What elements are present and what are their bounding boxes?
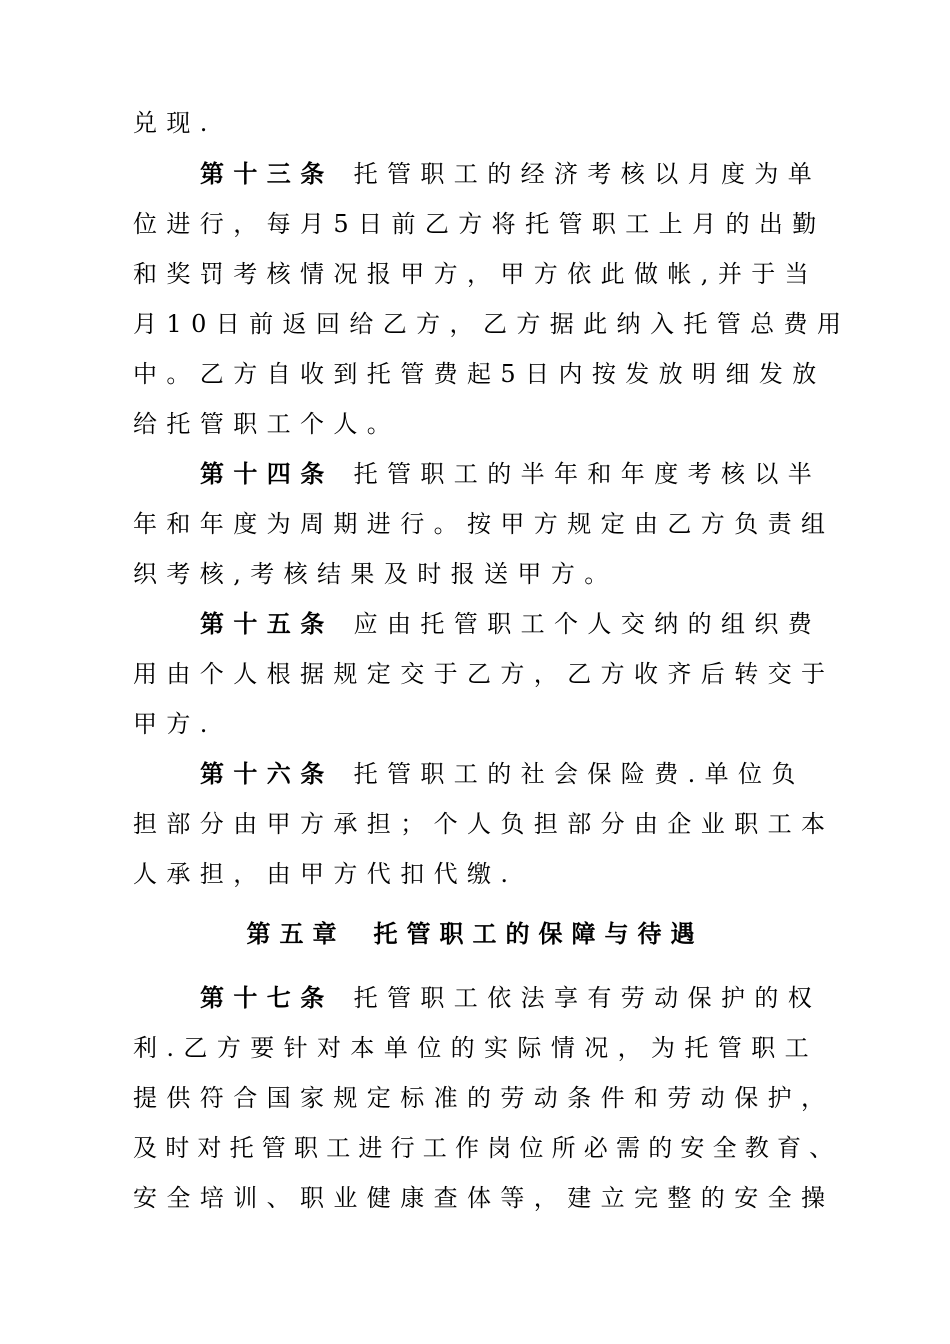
line-text: 托管职工的经济考核以月度为单 — [353, 160, 822, 188]
article-title: 第十五条 — [200, 609, 334, 638]
line-text: 给托管职工个人。 — [133, 410, 401, 438]
article-title: 第十七条 — [200, 983, 334, 1012]
line-text: 位进行，每月5日前乙方将托管职工上月的出勤 — [133, 210, 826, 238]
line-text: 年和年度为周期进行。按甲方规定由乙方负责组 — [133, 510, 835, 538]
article-14-heading-line — [200, 454, 833, 494]
article-16-heading-line — [200, 754, 833, 794]
paragraph-line — [133, 804, 833, 844]
line-text: 月10日前返回给乙方，乙方据此纳入托管总费用 — [133, 310, 851, 338]
paragraph-line — [133, 404, 833, 444]
line-text: 托管职工的社会保险费.单位负 — [353, 760, 805, 788]
line-text: 用由个人根据规定交于乙方，乙方收齐后转交于 — [133, 660, 835, 688]
line-text: 安全培训、职业健康查体等，建立完整的安全操 — [133, 1184, 835, 1212]
line-text: 人承担，由甲方代扣代缴. — [133, 860, 518, 888]
line-text: 托管职工的半年和年度考核以半 — [353, 460, 822, 488]
line-text: 兑现. — [133, 109, 217, 137]
line-text: 托管职工依法享有劳动保护的权 — [353, 984, 822, 1012]
line-text: 提供符合国家规定标准的劳动条件和劳动保护， — [133, 1084, 835, 1112]
article-title: 第十六条 — [200, 759, 334, 788]
paragraph-line — [133, 1028, 833, 1068]
line-text: 织考核,考核结果及时报送甲方。 — [133, 560, 618, 588]
paragraph-line — [133, 554, 833, 594]
paragraph-line — [133, 204, 833, 244]
paragraph-line — [133, 254, 833, 294]
article-title: 第十三条 — [200, 159, 334, 188]
paragraph-line — [133, 504, 833, 544]
line-text: 及时对托管职工进行工作岗位所必需的安全教育、 — [133, 1134, 842, 1162]
line-text: 甲方. — [133, 710, 217, 738]
line-text: 应由托管职工个人交纳的组织费 — [353, 610, 822, 638]
paragraph-line — [133, 304, 851, 344]
line-text: 和奖罚考核情况报甲方，甲方依此做帐,并于当 — [133, 260, 819, 288]
paragraph-line — [133, 854, 833, 894]
paragraph-line — [133, 654, 833, 694]
paragraph-line — [133, 354, 833, 394]
article-title: 第十四条 — [200, 459, 334, 488]
chapter-title: 托管职工的保障与待遇 — [373, 919, 704, 948]
article-17-heading-line — [200, 978, 833, 1018]
article-13-heading-line — [200, 154, 833, 194]
chapter-number: 第五章 — [246, 919, 346, 948]
article-15-heading-line — [200, 604, 833, 644]
paragraph-line — [133, 103, 833, 143]
paragraph-line — [133, 1078, 833, 1118]
line-text: 利.乙方要针对本单位的实际情况，为托管职工 — [133, 1034, 819, 1062]
paragraph-line — [133, 704, 833, 744]
line-text: 中。乙方自收到托管费起5日内按发放明细发放 — [133, 360, 826, 388]
paragraph-line — [133, 1128, 853, 1168]
chapter-heading — [0, 914, 950, 954]
line-text: 担部分由甲方承担；个人负担部分由企业职工本 — [133, 810, 835, 838]
paragraph-line — [133, 1178, 833, 1218]
